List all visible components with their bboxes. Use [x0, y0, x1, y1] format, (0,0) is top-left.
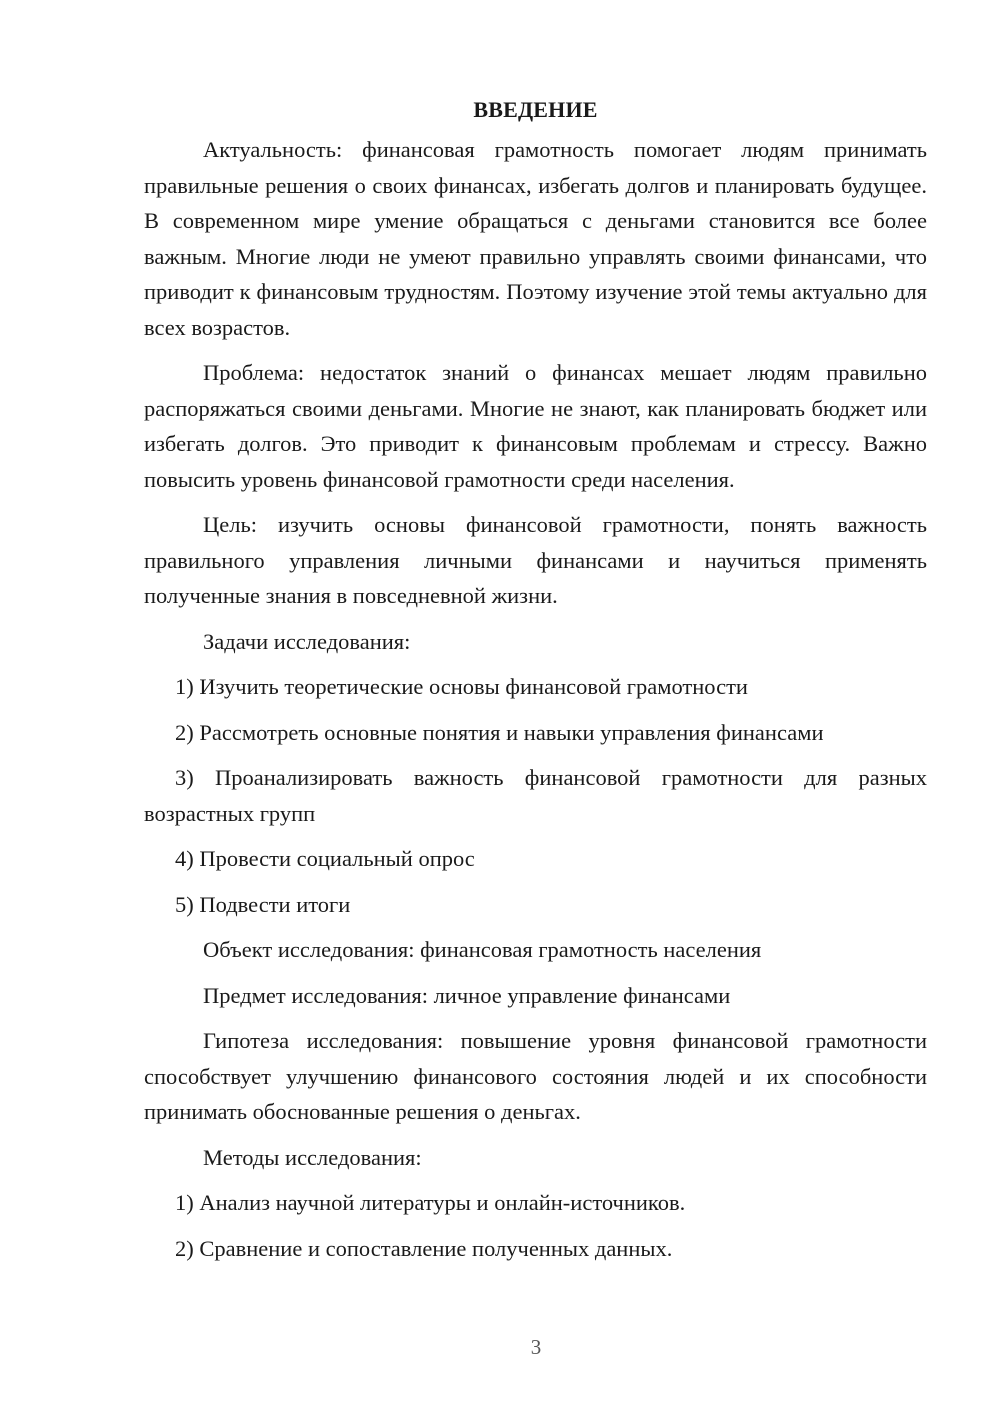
- method-item-2: 2) Сравнение и сопоставление полученных данных.: [175, 1235, 673, 1261]
- problem-paragraph: Проблема: недостаток знаний о финансах мешает людям правильно распоряжаться своими деньгами. Многие не знают, как планировать бюджет или избегать долгов. Это приводит к финансовым проблемам и стрессу. Важно повысить уровень финансовой грамотности среди населения.: [144, 360, 927, 492]
- method-item-1: 1) Анализ научной литературы и онлайн-источников.: [175, 1190, 686, 1215]
- subject-line: Предмет исследования: личное управление финансами: [203, 982, 731, 1008]
- methods-heading: Методы исследования:: [203, 1144, 422, 1170]
- tasks-heading: Задачи исследования:: [203, 628, 411, 654]
- object-line: Объект исследования: финансовая грамотность населения: [203, 937, 762, 962]
- section-title: ВВЕДЕНИЕ: [473, 97, 598, 122]
- document-page: [144, 92, 927, 1266]
- goal-paragraph: Цель: изучить основы финансовой грамотности, понять важность правильного управления личными финансами и научиться применять полученные знания в повседневной жизни.: [144, 512, 927, 608]
- page-number: 3: [530, 1335, 542, 1359]
- task-item-4: 4) Провести социальный опрос: [175, 846, 475, 871]
- relevance-paragraph: Актуальность: финансовая грамотность помогает людям принимать правильные решения о своих финансах, избегать долгов и планировать будущее. В современном мире умение обращаться с деньгами становится все более важным. Многие люди не умеют правильно управлять своими финансами, что приводит к финансовым трудностям. Поэтому изучение этой темы актуально для всех возрастов.: [144, 137, 927, 340]
- hypothesis-paragraph: Гипотеза исследования: повышение уровня финансовой грамотности способствует улучшению финансового состояния людей и их способности принимать обоснованные решения о деньгах.: [144, 1028, 927, 1124]
- task-item-3: 3) Проанализировать важность финансовой грамотности для разных возрастных групп: [144, 765, 927, 826]
- task-item-2: 2) Рассмотреть основные понятия и навыки управления финансами: [175, 719, 824, 745]
- task-item-1: 1) Изучить теоретические основы финансовой грамотности: [175, 674, 748, 699]
- task-item-5: 5) Подвести итоги: [175, 891, 351, 917]
